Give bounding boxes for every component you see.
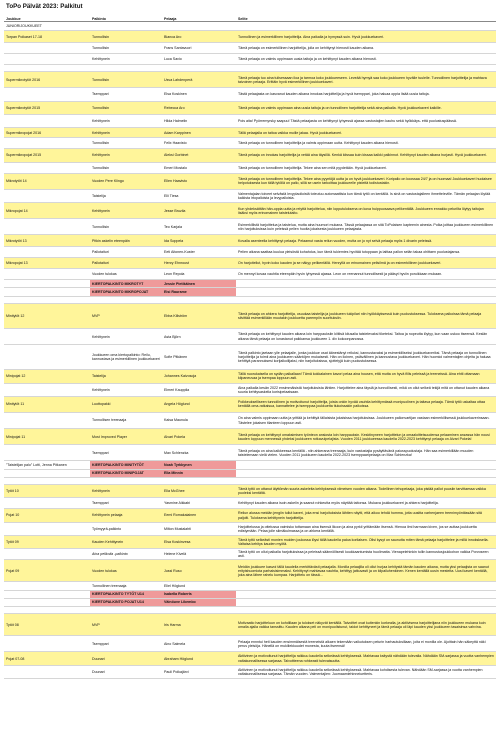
cell-team[interactable]: Mikropojat 14 [4, 203, 90, 219]
cell-team[interactable] [4, 598, 90, 606]
cell-award[interactable]: Tunnollisin [90, 219, 162, 235]
cell-team[interactable]: Tytöt 10 [4, 485, 90, 498]
cell-desc[interactable]: Tämä pelaaja on valmis oppimaan uusia taitoja ja on kehittynyt kauden aikana hienosti. [236, 53, 496, 64]
cell-team[interactable] [4, 280, 90, 288]
cell-player[interactable]: Hilda Halmelin [162, 114, 236, 127]
cell-team[interactable]: Minipojat 12 [4, 370, 90, 383]
cell-desc[interactable]: Tämä pelaaja on kehittynyt omaksimisen työnteon ansiosta loin harppauksin. Kesktinyneen harjoittelun ja omaaloitteisuudensa pelaaminen anzassa hän nousi kauden loppuun mennessä yhdeksi joukkueen rotkavulpelajista. Vuoden 2011 joukkueessa kaudella 2022-2023 kehittynyt pelaaja on Alvari Pokela! [236, 429, 496, 445]
table-row [4, 296, 496, 303]
cell-award[interactable]: Tunnollisin [90, 138, 162, 149]
cell-team[interactable]: Pojat 10 [4, 509, 90, 522]
cell-award[interactable]: Pitkin askelin eteenpäin [90, 235, 162, 246]
cell-award[interactable]: KIERTOPALKINTO MINIPOJAT [90, 469, 162, 477]
cell-team[interactable]: Torpan Poikaset 17-18 [4, 31, 90, 42]
cell-desc[interactable] [236, 590, 496, 598]
cell-player[interactable] [162, 296, 236, 303]
cell-player[interactable]: Ella Minnin [162, 469, 236, 477]
cell-desc[interactable]: Tämä pelaaja on tunnollinen harjoittelija. Tekee aina pyyntöjä uutta ja on hyvä joukkuekaveri. Koripallo on koossaa 24/7 ja on huomaa! Joukkuekaveri huolaisee helpotuksesta kun tällä tytöllä on pallo, sillä se usein tarkoittaa joukkueelle pisteitä todistustakin. [236, 173, 496, 189]
cell-desc[interactable]: Tämä pelaaja on ahkera harjoittelija, osuukaa taistelija ja joukkueen tukipilari niin hyökkäyksessä kuin puolustuksessa. Tuloksena paikoissa tämä pelaaja silvittää esimerkillään muutakin joukkuetta parempiin suorituksiin. [236, 303, 496, 328]
cell-desc[interactable]: Aktiivinen ja motivoitunut harjoittelija raikkuu kaudella selkeässä kehityksessä. Mahtavaa kohdisesta tulevan. Nähdään SM-sarjassa ja vuotta vanhempien valtakunnallisessa sarjassa. Tämän vuoden. Valmentajien: Juomaamiehinneiuetteris. [236, 665, 496, 678]
cell-desc[interactable] [236, 280, 496, 288]
cell-desc[interactable]: Motivaatio harjoitteluun on kohdillaan ja tulokset näkyvät kentällä. Taivoittet ovat kuitenkin korkealla, ja aktiivisena harjoittelijana niin joukkueen mukana kuin omalla ajalla vaikka tanssittu. Kauden aikana peli on monipuolistunut, taidot kehittyneet ja tämä pelaaja oli läpi kauden yksi joukkueen tasaisinsa vahvina. [236, 614, 496, 636]
cell-award[interactable]: Joukkueen oma kiertopalkinto: Reilu, kannustava ja esimerkillinen joukkuekaveri [90, 345, 162, 370]
table-row [4, 280, 496, 288]
cell-team[interactable]: Mikropojat 13 [4, 257, 90, 268]
table-row [4, 22, 496, 31]
table-row [4, 590, 496, 598]
cell-desc[interactable] [236, 288, 496, 296]
cell-team[interactable]: Tytöt 08 [4, 614, 90, 636]
table-row [4, 614, 496, 636]
cell-player[interactable]: Noah Tyrkkynen [162, 461, 236, 469]
cell-team[interactable]: Supermikrotytöt 2016 [4, 72, 90, 88]
table-row [4, 498, 496, 509]
cell-team[interactable] [4, 246, 90, 257]
cell-desc[interactable] [236, 22, 496, 31]
cell-team[interactable] [4, 162, 90, 173]
cell-award[interactable]: Kauden Kehittynein [90, 535, 162, 548]
cell-award[interactable]: Tunnollisin [90, 72, 162, 88]
cell-desc[interactable]: On aina valmis oppimaan uutta ja yrittää ja kehittyä tällaisista jokaisissa harjoituksissa. Joukkueen pallonvartijan vastaan esimerkillisessä joukkuekaverinsaan. Tästelee jokaisen tilanteen loppuun asti. [236, 412, 496, 428]
table-row [4, 396, 496, 412]
cell-team[interactable] [4, 665, 90, 678]
cell-player[interactable]: Aino Salmela [162, 636, 236, 652]
cell-award[interactable]: Duunari [90, 652, 162, 665]
cell-team[interactable]: Mikrotytöt 14 [4, 173, 90, 189]
cell-player[interactable]: Emeri Mostalo [162, 162, 236, 173]
cell-player[interactable]: Iris Harma [162, 614, 236, 636]
cell-award[interactable]: Taistelija [90, 370, 162, 383]
table-row [4, 598, 496, 606]
cell-desc[interactable]: Tämä tyttö on ottanut äiyttömän suuria askeleita kehityksessä viimeisen vuoden aikana. Todellinen tehopelaaja, joka pistää pallot puusiin tarvittaessa vaikka puoleksi kentältä. [236, 485, 496, 498]
cell-team[interactable]: Supermikropojat 2016 [4, 127, 90, 137]
cell-player[interactable]: Ella McGhee [162, 485, 236, 498]
cell-team[interactable] [4, 383, 90, 396]
table-row [4, 477, 496, 484]
cell-player[interactable]: Bianca Aro [162, 31, 236, 42]
table-row [4, 127, 496, 137]
cell-player[interactable]: Frans Santavuori [162, 42, 236, 53]
cell-award[interactable]: Työmyyrä-palkinto [90, 522, 162, 535]
cell-player[interactable]: Ellen Haavisto [162, 173, 236, 189]
cell-award[interactable]: KIERTOPALKINTO MINITYTÖT [90, 461, 162, 469]
cell-desc[interactable]: Tällä pelaajalla on taitoa vaikka muille jakaa. Hyvä joukkuekaveri. [236, 127, 496, 137]
column-header-player[interactable]: Pelaaja [162, 16, 236, 22]
cell-award[interactable]: KIERTOPALKINTO TYTÖT U14 [90, 590, 162, 598]
cell-player[interactable]: Jesse Bruzila [162, 203, 236, 219]
cell-player[interactable] [162, 606, 236, 613]
cell-player[interactable]: Eemi Romakaiainen [162, 509, 236, 522]
cell-player[interactable]: Eeti Aitonen-Kuster [162, 246, 236, 257]
cell-desc[interactable]: Tämä pelaaja on kehittynyt kauden aikana loin harppauksiin kiitiisä kiiusalia taistelevaksi tiketeksi. Taitoa ja nopeutta löytyy, kun vaan uskoo itseensä. Kesiän aikana tämä pelaaja on lunastanut paikkansa joukkueen 1. div kokoonpanossa. [236, 328, 496, 344]
cell-award[interactable]: KIERTOPALKINTO MIKROTYT [90, 280, 162, 288]
cell-team[interactable] [4, 590, 90, 598]
cell-desc[interactable]: Esimerkillistä harjoittelua ja taistelua, mutta aina huumori mukana. Tässä pelaajassa on sitä ToPolaisen kapteenin ainesta. Polka joittaa joukkueen esimerkillinen niin harjoituksissa kuin peleissä pelien huolta jokaisesta joukkueen pelaajasta. [236, 219, 496, 235]
cell-player[interactable]: Jessie Pietikäinen [162, 280, 236, 288]
cell-player[interactable]: Eisi Raurame [162, 288, 236, 296]
cell-award[interactable] [90, 65, 162, 72]
table-row [4, 469, 496, 477]
cell-team[interactable] [4, 189, 90, 202]
column-header-award[interactable]: Palkinto [90, 16, 162, 22]
cell-team[interactable] [4, 412, 90, 428]
cell-award[interactable]: Pallotaituri [90, 257, 162, 268]
cell-team[interactable] [4, 445, 90, 461]
table-row [4, 269, 496, 280]
cell-award[interactable]: Kehittynein [90, 53, 162, 64]
cell-award[interactable]: Tunnollisen treenaaja [90, 412, 162, 428]
cell-desc[interactable]: Pelien aikana saattaa kuulua yleisöstä kohahdus, kun tämä tukiemies hyvitää tutoppaan ja laittaa pallon selän takaa ohittaen puolustajansa. [236, 246, 496, 257]
cell-player[interactable]: Pauli Poikajärvi [162, 665, 236, 678]
cell-team[interactable] [4, 288, 90, 296]
cell-team[interactable] [4, 269, 90, 280]
cell-award[interactable]: Most Improved Player [90, 429, 162, 445]
cell-player[interactable]: Elli Tiesa [162, 189, 236, 202]
cell-desc[interactable]: Tunnollinen ja esimerkillinen harjoittelija. Aina paikalla ja hymyssä suin. Hyvä joukkuekaveri. [236, 31, 496, 42]
cell-award[interactable]: Pallotaituri [90, 246, 162, 257]
cell-player[interactable]: Väinöuve Likembo [162, 598, 236, 606]
cell-player[interactable]: Elmeri Kauppila [162, 383, 236, 396]
table-row [4, 485, 496, 498]
cell-team[interactable]: JUNIORIJOUKKUEET [4, 22, 90, 31]
cell-desc[interactable]: Tällä nuorukaisella on sydän paikallaan! Tämä kokkalainen kavori pelaa aina housen, että mutta on hyvä fiilis peleissä ja treeneissä. Aina ehtii ottamaan kilpaneuvaa ja tsempaa loppuun asti. [236, 370, 496, 383]
cell-team[interactable] [4, 477, 90, 484]
cell-team[interactable]: Mikrotytöt 13 [4, 235, 90, 246]
table-row [4, 509, 496, 522]
cell-player[interactable]: Yasmine Aikkabi [162, 498, 236, 509]
cell-desc[interactable]: Tästä pelaajasta on kasvanut kauden aikana innokas harjoittelija ja hyvä tsemppari, joka haluaa oppia lisää uusia taitoja. [236, 88, 496, 101]
cell-team[interactable] [4, 606, 90, 613]
cell-player[interactable]: Felix Haavisto [162, 138, 236, 149]
cell-player[interactable]: Ida Soppela [162, 235, 236, 246]
table-row [4, 522, 496, 535]
cell-team[interactable] [4, 522, 90, 535]
cell-desc[interactable]: Meidän joukkuee kasvoi tällä kaudella merkittävästi pelaajalla. Monilla pelaajilla oli ollut hurjaa kehitystä tämän kauden aikana, mutta yksi pelaajista on saanut erityishuomiota parhaisisimmaksi. Kehittynyt mahtavaa vauhtia, kehittyy jatkuvasti ja on kilpailuhenkinen. Kenen kentällä uusin mestelta. Uusi kaveri kentällä, joka aina lähee rahelu kumpaa. Harjoittelu on tässä... [236, 560, 496, 582]
cell-desc[interactable] [236, 296, 496, 303]
cell-desc[interactable]: Tämä pelaaja on innokas harjoittelija ja vetää aina täysillä. Kenkä kiissaa kuin kissaa kaikki palkinnot. Kehittynyt kauden aikana hurjasti. Hyvä joukkuekaveri. [236, 149, 496, 162]
cell-award[interactable]: Tsemppari [90, 498, 162, 509]
cell-team[interactable] [4, 636, 90, 652]
awards-table [4, 16, 496, 679]
cell-team[interactable] [4, 42, 90, 53]
cell-award[interactable]: Tunnollisin [90, 42, 162, 53]
cell-desc[interactable]: Aktiivinen ja motivoitunut harjoittelija raikkuu kaudella selkeässä kehityksessä. Mahtavaa ksitystä nähdään tulevalla. Nähdään SM-sarjassa ja vuotta vanhempien valtakunnallisessa sarjassa. Taivoitteena rohkeasti tulevaisuutta. [236, 652, 496, 665]
cell-team[interactable]: Pojat 09 [4, 560, 90, 582]
table-row [4, 149, 496, 162]
cell-player[interactable]: Max Schlenzka [162, 445, 236, 461]
cell-team[interactable]: Supermikrotytöt 2015 [4, 101, 90, 114]
table-row [4, 652, 496, 665]
table-row [4, 219, 496, 235]
table-row [4, 173, 496, 189]
cell-award[interactable]: KIERTOPALKINTO MIKROPOJAT [90, 288, 162, 296]
cell-award[interactable]: Kehittynein [90, 203, 162, 219]
cell-desc[interactable] [236, 477, 496, 484]
cell-desc[interactable]: Harjoittelussa ja ottelussa vaimisko tottamaan aina itsensä likoon ja aina pyrkii yrittämään itsensä. Hienoa ilmi harmaan kiven, jos se auttaa joukkuetta edistymään. Pelaa jolle slimäkulmassa ja on ahkera kentällä. [236, 522, 496, 535]
cell-award[interactable]: Tunnollisin [90, 162, 162, 173]
cell-award[interactable]: Duunari [90, 665, 162, 678]
cell-desc[interactable]: Tämä pelaaja on esimerkillinen harjoittelija, jolla on kehittynyt hienosti kauden aikana. [236, 42, 496, 53]
table-row [4, 636, 496, 652]
cell-team[interactable] [4, 328, 90, 344]
table-row [4, 535, 496, 548]
cell-team[interactable]: Minitytöt 12 [4, 303, 90, 328]
table-body [4, 22, 496, 679]
cell-desc[interactable]: Tämä pelaaja on tunnollinen harjoittelija ja valmis oppimaan uutta. Kehittynyt kauden aikana hienosti. [236, 138, 496, 149]
cell-award[interactable] [90, 22, 162, 31]
table-row [4, 383, 496, 396]
cell-team[interactable]: "Taistelijan palo" Lotti, Jenna Pitkanen [4, 461, 90, 469]
cell-player[interactable]: Abraham Höglund [162, 652, 236, 665]
table-row [4, 31, 496, 42]
cell-player[interactable]: Teo Karjala [162, 219, 236, 235]
table-row [4, 235, 496, 246]
cell-player[interactable]: Sofie Pitkänen [162, 345, 236, 370]
table-row [4, 345, 496, 370]
cell-player[interactable]: Johannes Kaivosoja [162, 370, 236, 383]
table-row [4, 65, 496, 72]
cell-award[interactable] [90, 296, 162, 303]
cell-player[interactable]: Elsa Koskinen [162, 88, 236, 101]
cell-desc[interactable]: Tämä tyttö selkeästi monien muiden joukossa löysi tällä kaudella paloa korilaisen. Olisi kysyt on saunutta miten tämä pelaaja harjoittelee ja millä innoksksella. Valtaisa kehitys kauden myötä. [236, 535, 496, 548]
cell-desc[interactable] [236, 65, 496, 72]
cell-team[interactable] [4, 138, 90, 149]
cell-team[interactable]: Pojat 07-08 [4, 652, 90, 665]
table-row [4, 606, 496, 613]
column-header-description[interactable]: Selite [236, 16, 496, 22]
cell-award[interactable]: Kehittynein [90, 383, 162, 396]
cell-player[interactable] [162, 22, 236, 31]
table-row [4, 288, 496, 296]
cell-team[interactable] [4, 345, 90, 370]
cell-desc[interactable] [236, 461, 496, 469]
cell-player[interactable]: Ebba Killström [162, 303, 236, 328]
cell-player[interactable]: Usva Lahdenperä [162, 72, 236, 88]
cell-player[interactable]: Angela Höglund [162, 396, 236, 412]
cell-team[interactable] [4, 219, 90, 235]
cell-player[interactable]: Asta Björn [162, 328, 236, 344]
cell-desc[interactable]: On mennyt kovaa vauhtia eteenpäin hyvin lyhyessä ajassa. Leon on reenannut tunnollisesti ja pääsyt hyviin poruikkaan mukaan. [236, 269, 496, 280]
cell-award[interactable]: Vuoden tulokas [90, 560, 162, 582]
cell-award[interactable]: MVP [90, 614, 162, 636]
cell-team[interactable]: Tytöt 09 [4, 535, 90, 548]
cell-team[interactable] [4, 296, 90, 303]
cell-player[interactable]: Jussi Ruso [162, 560, 236, 582]
cell-player[interactable]: Kaisa Maunula [162, 412, 236, 428]
table-row [4, 429, 496, 445]
table-row [4, 72, 496, 88]
cell-team[interactable]: Minipojat 11 [4, 429, 90, 445]
cell-desc[interactable]: Pois aita! Pyörremyrsky saapuu! Tästä pelaajasta on kehittynyt lyhyessä ajassa vastustajien kauhu sekä hyökkäys- että puolustuspäässä. [236, 114, 496, 127]
cell-desc[interactable] [236, 598, 496, 606]
cell-player[interactable] [162, 65, 236, 72]
table-row [4, 246, 496, 257]
table-row [4, 189, 496, 202]
cell-team[interactable] [4, 65, 90, 72]
cell-player[interactable]: Leon Repola [162, 269, 236, 280]
cell-desc[interactable]: Kehittynyt kauden aikana isoin askelin ja saanut rohkeutta myös näyttää taitonsa. Mukava joukkuekaveri ja ahkera harjoittelija. [236, 498, 496, 509]
cell-team[interactable] [4, 88, 90, 101]
table-row [4, 162, 496, 173]
cell-award[interactable]: Kehittynein pelaaja [90, 509, 162, 522]
cell-award[interactable]: Luottopakki [90, 396, 162, 412]
cell-team[interactable] [4, 53, 90, 64]
cell-award[interactable]: MVP [90, 303, 162, 328]
table-row [4, 461, 496, 469]
table-row [4, 42, 496, 53]
table-row [4, 328, 496, 344]
table-row [4, 88, 496, 101]
cell-desc[interactable]: Tämä pelaaja on valmis oppimaan aina uusia taitoja ja on tunnollinen harjoittelija sekä aina paikalla. Hyvä joukkuekaveri kaikille. [236, 101, 496, 114]
cell-award[interactable]: Tsemppari [90, 445, 162, 461]
table-row [4, 370, 496, 383]
cell-desc[interactable]: Tämä palkinto jaetaan ylle pelaajalle, jonka joukkue osat äänestänyt reiluksi, kannustavaksi ja esimerkilliseksi joukkuekaveriksi. Tämä pelaaja on tunnollinen harjoittelija ja toimii aina joukkueen sääntöjen mukaisesti. Hän on iloinen, ystävällinen ja kannustava joukkuekaveri. Hän huomioi valmentajien ohjeita ja haluaa kehittyä parannuksesi korijalkoilijaksi, niin harjoituksissa, sjottelyjä kuin puolustuksessa. [236, 345, 496, 370]
cell-award[interactable]: Kehittynein [90, 485, 162, 498]
cell-award[interactable]: Tsemppari [90, 88, 162, 101]
cell-desc[interactable]: Kovalla asenteella kehittynyt pelaaja. Pelaamut vasta reilun vuoden, mutta on jo nyt selvä pelaaja myös 1 divarin peleissä. [236, 235, 496, 246]
table-row [4, 203, 496, 219]
cell-player[interactable]: Milton Mustalahti [162, 522, 236, 535]
cell-player[interactable]: Eliel Höglund [162, 582, 236, 590]
cell-award[interactable]: Kehittynein [90, 127, 162, 137]
cell-player[interactable]: Rebecca Aro [162, 101, 236, 114]
cell-desc[interactable]: Aina paikalla kesän 2022 ensimmäisistä harjoituksista lähtien. Harjoittelee aina täysiä ja tunnollisesti, mikä on ollut selkeä tekijä mitä on ottanut kauden aikana suuria kehitysaskelia korisipelaatsaan. [236, 383, 496, 396]
table-row [4, 582, 496, 590]
table-row [4, 560, 496, 582]
cell-team[interactable]: Minitytöt 11 [4, 396, 90, 412]
cell-award[interactable]: Vuoden Pere Klingo [90, 173, 162, 189]
cell-player[interactable]: Isabella Roberts [162, 590, 236, 598]
cell-award[interactable]: KIERTOPALKINTO POJAT U14 [90, 598, 162, 606]
cell-award[interactable] [90, 477, 162, 484]
cell-desc[interactable]: Tämä pelaaja tuo aina tulisessaan iloa ja tarmoa koko joukkueeseen. Leveää hymyä saa koko joukkueen hyvälle tuulelle. Tunnollinen harjoittelija ja mahtava taivoinen pelaaja. Erittäin hyvä esimerkillinen joukkuekaveri. [236, 72, 496, 88]
cell-award[interactable]: Aina pelikoila -palkinto [90, 548, 162, 559]
cell-desc[interactable]: On harjoitellut, hyvin koko kauden ja se näkyy pelikentällä. Henryllä on erinomainen pelisilmä ja on esimerkillinen joukkuekaveri. [236, 257, 496, 268]
cell-player[interactable]: Alvari Pokela [162, 429, 236, 445]
cell-award[interactable]: Tsemppari [90, 636, 162, 652]
cell-award[interactable]: Kehittynein [90, 114, 162, 127]
cell-desc[interactable]: Tämä pelaaja on tunnollinen harjoittelija. Tekee aina sen mitä pyydetään. Hyvä joukkuekaveri. [236, 162, 496, 173]
table-row [4, 548, 496, 559]
cell-award[interactable] [90, 606, 162, 613]
column-header-team[interactable]: Joukkue [4, 16, 90, 22]
cell-team[interactable] [4, 582, 90, 590]
cell-player[interactable]: Adam Karppinen [162, 127, 236, 137]
cell-desc[interactable]: Poikkeukselliseen tunnollinen ja motivoitunut harjoittelija, joista onkin hyvää vauhtia kehittymässä monipuolinen ja taitava pelaaja. Tämä tyttö uskaltaa ottaa kentällä oma-ratkaisua, kannattelee ja tsemppaa joukkuetta tiukoissakin paikoissa. [236, 396, 496, 412]
cell-award[interactable]: Tunnollinen treenaaja [90, 582, 162, 590]
cell-award[interactable]: Taistelija [90, 189, 162, 202]
table-row [4, 101, 496, 114]
cell-team[interactable] [4, 469, 90, 477]
cell-player[interactable]: Elsa Koskinvesa [162, 535, 236, 548]
table-row [4, 53, 496, 64]
cell-player[interactable] [162, 477, 236, 484]
cell-team[interactable] [4, 114, 90, 127]
cell-desc[interactable] [236, 606, 496, 613]
table-row [4, 665, 496, 678]
cell-desc[interactable] [236, 469, 496, 477]
cell-player[interactable]: Helene Kivelä [162, 548, 236, 559]
cell-award[interactable]: Kehittynein [90, 328, 162, 344]
table-row [4, 412, 496, 428]
cell-desc[interactable]: Pelaaja ennntui heti kauden ensimmäisestä treeneistä alkaen tekemään vaikutuksen pelurin harhautuksillaan, joita ei monilla ole. Ajoittain hän säkeyttä näki perus yleisöja. Hänellä on mukiliekkuudet monesta, kuuta itseensä! [236, 636, 496, 652]
cell-player[interactable]: Aleksi Gorbinet [162, 149, 236, 162]
cell-team[interactable]: Supermikropojat 2015 [4, 149, 90, 162]
cell-desc[interactable]: Tämä pelaaja on aina kaikkeessa kentällä - niin ahkerana treenaaja, kuin vastustajia pysäyttävänä paiusspuolustaja. Hän saa esimerkillään muuden taistelemaan vielä vielen. Vuoden 2011 joukkueen kaudella 2022-2023 tsemppaaripelaaja on Max Schlenzka! [236, 445, 496, 461]
cell-player[interactable]: Henry Ehnroust [162, 257, 236, 268]
cell-award[interactable]: Tunnollisin [90, 31, 162, 42]
cell-desc[interactable] [236, 582, 496, 590]
table-row [4, 303, 496, 328]
cell-award[interactable]: Tunnollisin [90, 101, 162, 114]
document-title: ToPo Pälvät 2023: Palkitut [6, 3, 83, 10]
table-row [4, 445, 496, 461]
cell-desc[interactable]: Kun yhdeksätitän hän-oppia uutta ja relyttä harjoittelua, niin lopputuloksena on kova huippuosaava pelikentällä. Joukkueen ennakko pelurilta löytyy taitojan lisäksi myös erinomainen taistelutaito. [236, 203, 496, 219]
table-row [4, 114, 496, 127]
cell-desc[interactable]: Tämä tyttö on ollut paikalla harjoituksissa ja peleissä säännöllisesti koukkaantumista huolimatta. Vienapelehinkin tullin kannustusjoukkohon valkka Porvoseen asti. [236, 548, 496, 559]
cell-award[interactable]: Kehittynein [90, 149, 162, 162]
cell-desc[interactable]: Valmentajalan toiveet selvästä levyplaolioistä toteutuu automaattisia kun tämä tyttö on kentällä. Is sinä on vastustajalleen ihmetteleville. Tämän pelaajan löytää kaikista irtopalloista ja levypalloista. [236, 189, 496, 202]
table-row [4, 257, 496, 268]
cell-desc[interactable]: Reilun alussa meidän jengiin tullut kaveri, joka ensi harjoituksista lähtien näytti, että aikoo tehdä homma, jotta uusitta varhenjaeen treenimyöntässään sitä paljolti. Tuloksena kehittynein harjoittelija. [236, 509, 496, 522]
table-row [4, 138, 496, 149]
cell-award[interactable]: Vuoden tulokas [90, 269, 162, 280]
cell-team[interactable] [4, 548, 90, 559]
cell-team[interactable] [4, 498, 90, 509]
cell-player[interactable]: Luca Savio [162, 53, 236, 64]
